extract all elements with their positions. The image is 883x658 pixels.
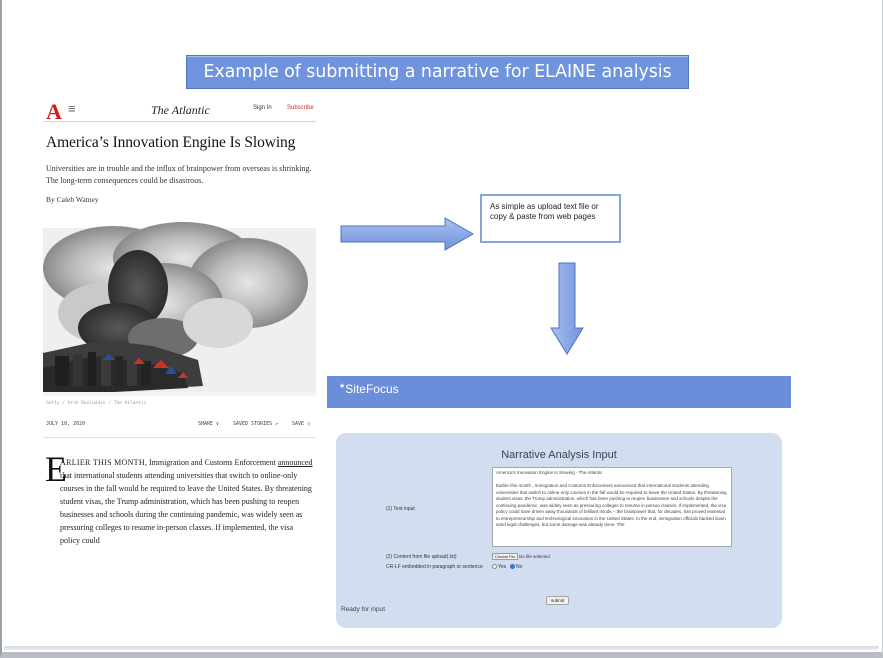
- narrative-input-panel: [336, 433, 782, 628]
- subscribe-link[interactable]: Subscribe: [287, 105, 314, 111]
- photo-credit: Getty / Arsh Raziuddin / The Atlantic: [46, 401, 147, 406]
- radio-yes-label: Yes: [498, 564, 507, 570]
- article-body: [46, 456, 314, 547]
- article-nav-bar: [43, 96, 316, 122]
- article-dek: Universities are in trouble and the influx of brainpower from overseas is shrinking. The long-term consequences could be disastrous.: [46, 164, 312, 185]
- body-lead-text: , Immigration and Customs Enforcement: [144, 458, 276, 467]
- file-upload-label: (2) Content from file upload(.txt): [386, 554, 457, 560]
- text-input-label: (1) Text input: [386, 506, 415, 512]
- body-rest: that international students attending universities that switch to online-only courses in the fall would be required to leave the United States. By threatening student visas, the Trump administration, which has been pushing to reopen businesses and schools during the continuing pandemic, was widely seen as pressuring colleges to resume in-person classes. If implemented, the visa policy could: [60, 471, 312, 545]
- slide-title-banner: Example of submitting a narrative for ELAINE analysis: [186, 55, 689, 89]
- crlf-label: CR-LF embedded in paragraph or sentence: [386, 564, 483, 570]
- article-date: JULY 10, 2020: [46, 421, 86, 427]
- arrow-right-icon: [340, 217, 474, 251]
- hamburger-menu-icon[interactable]: ≡: [68, 101, 76, 116]
- panel-title: Narrative Analysis Input: [501, 449, 617, 461]
- publication-name[interactable]: The Atlantic: [151, 103, 210, 117]
- article-divider: [43, 437, 316, 438]
- share-button[interactable]: SHARE ∨: [198, 421, 220, 427]
- radio-no[interactable]: [510, 564, 515, 569]
- article-headline: America’s Innovation Engine Is Slowing: [46, 134, 296, 151]
- callout-box: As simple as upload text file or copy & paste from web pages: [480, 194, 621, 243]
- article-hero-image: [43, 228, 316, 396]
- arrow-down-icon: [550, 262, 584, 355]
- saved-stories-link[interactable]: SAVED STORIES ↗: [233, 421, 279, 427]
- choose-file-button[interactable]: Choose File: [492, 553, 518, 560]
- status-text: Ready for input: [341, 606, 386, 613]
- bookmark-icon: ▯: [307, 421, 311, 427]
- file-status: No file selected: [519, 554, 550, 559]
- sitefocus-logo[interactable]: [339, 382, 399, 396]
- article-byline[interactable]: By Caleb Watney: [46, 195, 99, 204]
- slide-shadow: [4, 646, 879, 650]
- sign-in-link[interactable]: Sign In: [253, 105, 272, 111]
- sitefocus-logo-text: SiteFocus: [345, 382, 399, 396]
- sitefocus-mark-icon: ★: [339, 383, 346, 390]
- save-label: SAVE: [292, 421, 305, 427]
- atlantic-logo[interactable]: A: [46, 99, 62, 124]
- sitefocus-header: [327, 376, 791, 408]
- submit-button[interactable]: submit: [546, 596, 569, 605]
- article-screenshot: [43, 96, 316, 545]
- drop-cap: E: [45, 449, 67, 489]
- body-lead-smallcaps: ARLIER THIS MONTH: [60, 458, 145, 467]
- announced-link[interactable]: announced: [277, 458, 313, 467]
- radio-no-label: No: [516, 564, 523, 570]
- text-input-area[interactable]: America’s Innovation Engine Is Slowing - The Atlantic Earlier this month , Immigration and Customs Enforcement announced that international students attending universities that switch to online-only courses in the fall would be required to leave the United States. By threatening student visas, the Trump administration, which has been pushing to reopen businesses and schools despite the continuing pandemic, was widely seen as pressuring colleges to resume in-person classes. If implemented, the visa policy could have driven away thousands of brilliant minds – the brainpower that, for decades, has proved essential to entrepreneurship and technological innovation in the United States. In the end, immigration officials backed down amid legal challenges, but some damage was already done. The: [492, 467, 732, 547]
- save-button[interactable]: [292, 421, 310, 427]
- radio-yes[interactable]: [492, 564, 497, 569]
